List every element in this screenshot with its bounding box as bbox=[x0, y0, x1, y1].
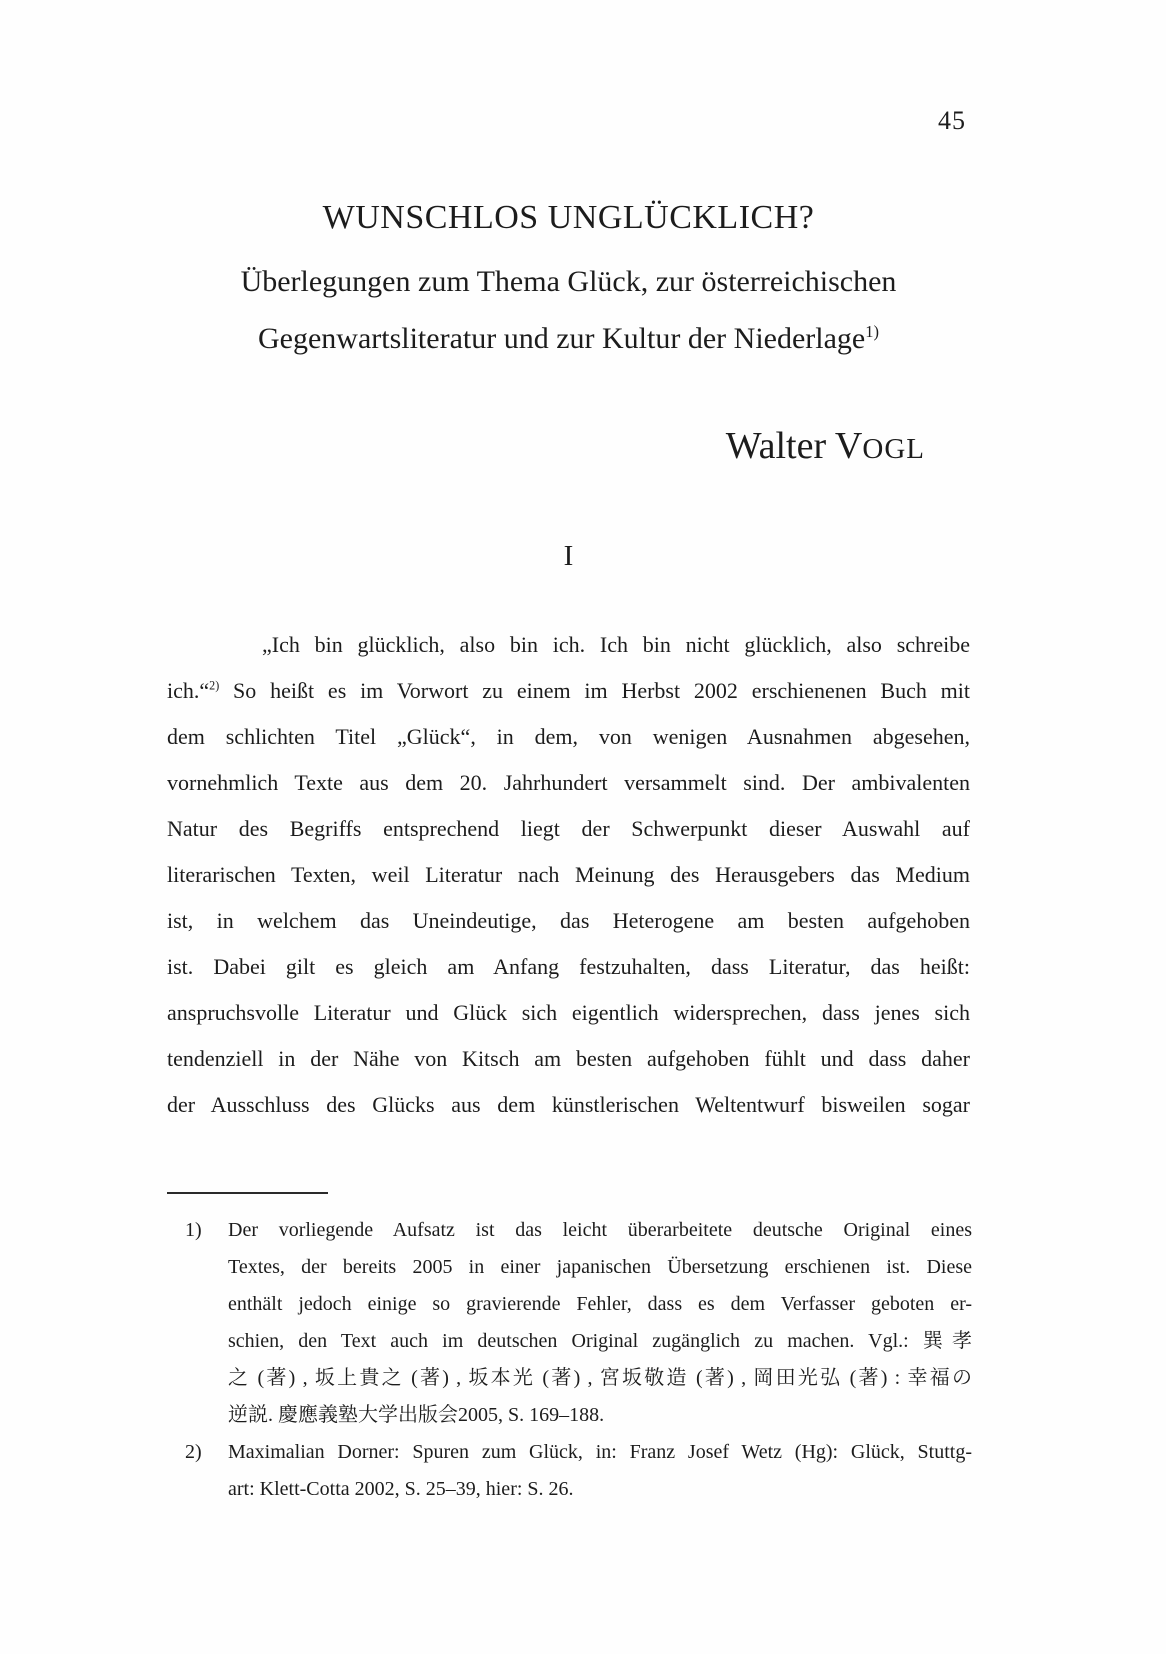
footnote-line: Maximalian Dorner: Spuren zum Glück, in: Franz Josef Wetz (Hg): Glück, Stuttg- bbox=[228, 1441, 972, 1463]
body-line: literarischen Texten, weil Literatur nach Meinung des Herausgebers das Medium bbox=[167, 862, 970, 887]
body-line: „Ich bin glücklich, also bin ich. Ich bin nicht glücklich, also schreibe bbox=[262, 632, 970, 657]
body-line: der Ausschluss des Glücks aus dem künstlerischen Weltentwurf bisweilen sogar bbox=[167, 1092, 970, 1117]
body-line: vornehmlich Texte aus dem 20. Jahrhundert versammelt sind. Der ambivalenten bbox=[167, 770, 970, 795]
article-subtitle bbox=[167, 253, 970, 367]
author-name: Walter VOGL bbox=[725, 425, 925, 467]
footnote-reference-1: 1) bbox=[865, 322, 879, 341]
author-surname-small-caps: OGL bbox=[862, 433, 925, 465]
footnote-line: enthält jedoch einige so gravierende Fehler, dass es dem Verfasser geboten er- bbox=[228, 1293, 972, 1315]
body-line: ist. Dabei gilt es gleich am Anfang festzuhalten, dass Literatur, das heißt: bbox=[167, 954, 970, 979]
subtitle-line-1: Überlegungen zum Thema Glück, zur österreichischen bbox=[240, 265, 897, 298]
footnote-line: 之 (著) , 坂上貴之 (著) , 坂本光 (著) , 宮坂敬造 (著) , 岡田光弘 (著) : 幸福の bbox=[228, 1367, 972, 1389]
body-line: Natur des Begriffs entsprechend liegt der Schwerpunkt dieser Auswahl auf bbox=[167, 816, 970, 841]
body-line: ist, in welchem das Uneindeutige, das Heterogene am besten aufgehoben bbox=[167, 908, 970, 933]
footnote-line: schien, den Text auch im deutschen Original zugänglich zu machen. Vgl.: 巽孝 bbox=[228, 1330, 972, 1352]
section-heading: I bbox=[563, 540, 574, 572]
footnote-line: 逆説. 慶應義塾大学出版会2005, S. 169–188. bbox=[228, 1404, 605, 1426]
footnote-2 bbox=[185, 1434, 972, 1508]
footnote-2-marker: 2) bbox=[185, 1441, 202, 1463]
footnote-1 bbox=[185, 1212, 972, 1434]
footnote-separator bbox=[167, 1192, 328, 1194]
footnote-line: art: Klett-Cotta 2002, S. 25–39, hier: S. 26. bbox=[228, 1478, 574, 1500]
footnotes bbox=[185, 1212, 972, 1508]
article-title: WUNSCHLOS UNGLÜCKLICH? bbox=[322, 199, 815, 236]
footnote-line: Textes, der bereits 2005 in einer japanischen Übersetzung erschienen ist. Diese bbox=[228, 1256, 972, 1278]
body-line: ich.“$^{2)}$ So heißt es im Vorwort zu einem im Herbst 2002 erschienenen Buch mit bbox=[167, 678, 970, 703]
article-header bbox=[167, 196, 970, 367]
body-paragraph bbox=[167, 622, 970, 1128]
footnote-1-marker: 1) bbox=[185, 1219, 202, 1241]
body-line: dem schlichten Titel „Glück“, in dem, von wenigen Ausnahmen abgesehen, bbox=[167, 724, 970, 749]
page-number: 45 bbox=[938, 106, 966, 135]
subtitle-line-2: Gegenwartsliteratur und zur Kultur der Niederlage$^{1)}$ bbox=[257, 322, 879, 355]
body-line: anspruchsvolle Literatur und Glück sich eigentlich widersprechen, dass jenes sich bbox=[167, 1000, 970, 1025]
body-line: tendenziell in der Nähe von Kitsch am besten aufgehoben fühlt und dass daher bbox=[167, 1046, 970, 1071]
footnote-line: Der vorliegende Aufsatz ist das leicht überarbeitete deutsche Original eines bbox=[228, 1219, 972, 1241]
footnote-2-text bbox=[228, 1434, 972, 1508]
footnote-reference-2: 2) bbox=[209, 678, 220, 693]
footnote-1-text bbox=[228, 1212, 972, 1434]
